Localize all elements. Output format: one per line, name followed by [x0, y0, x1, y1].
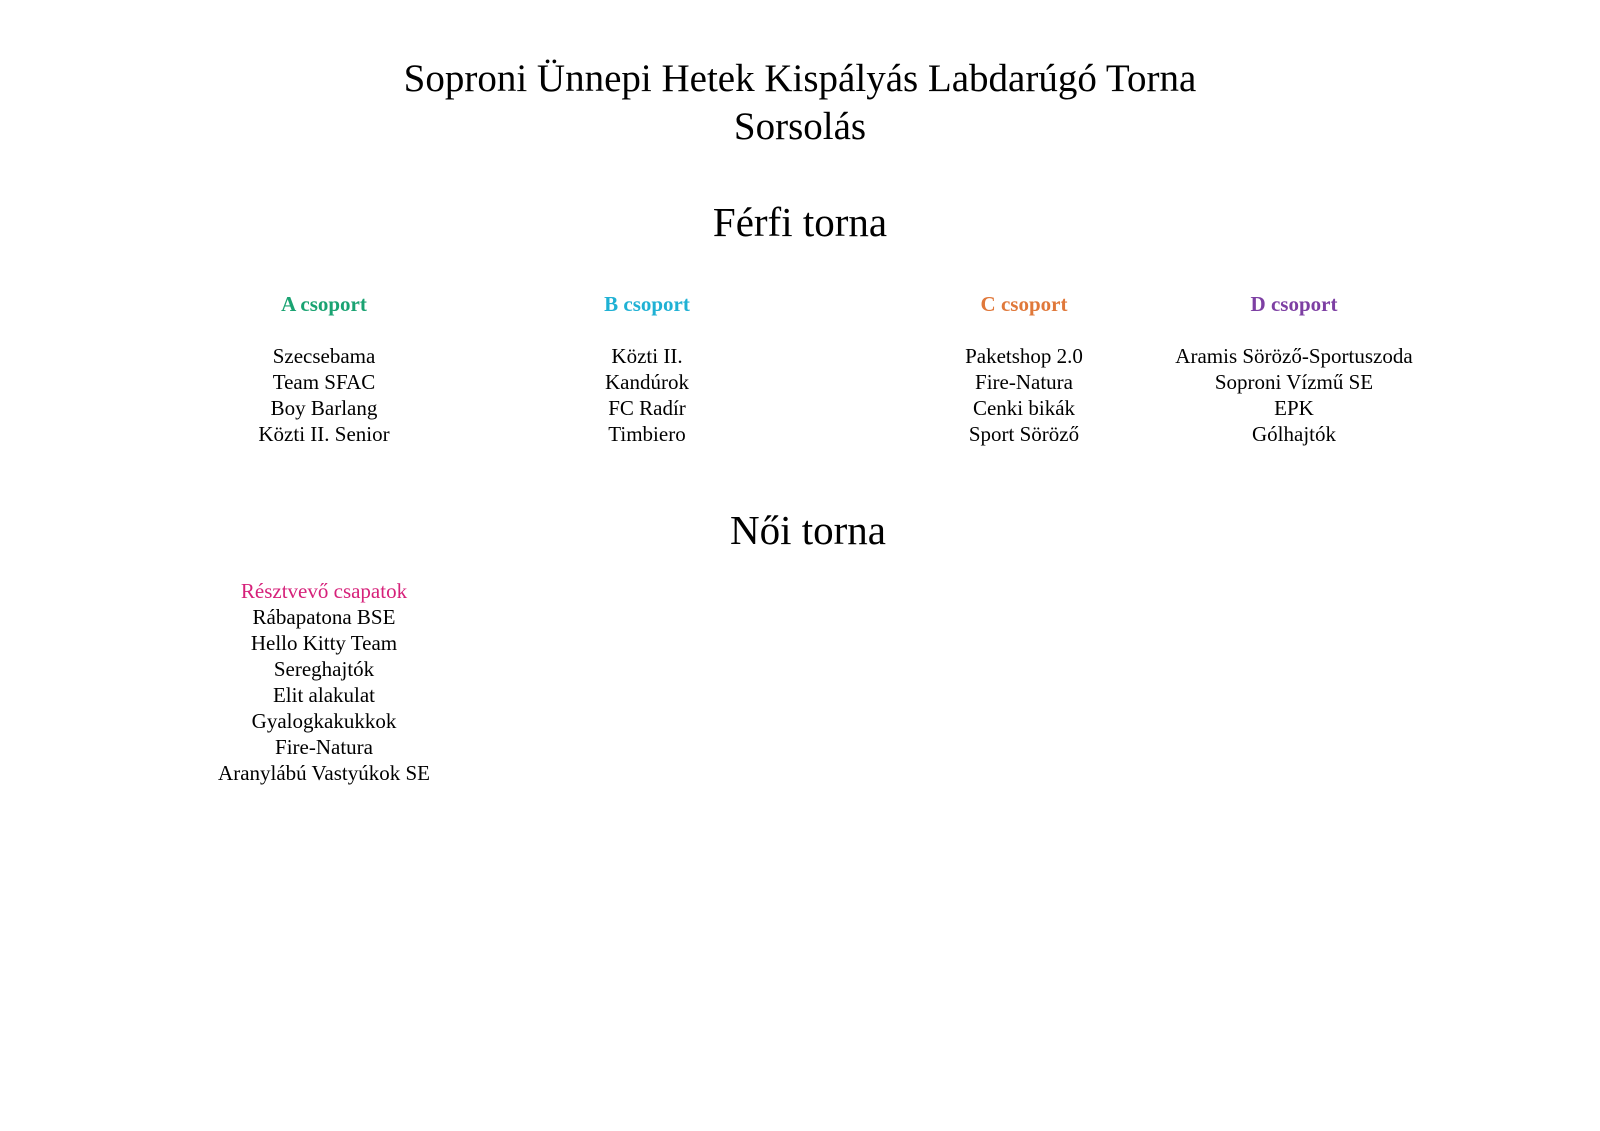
page-title: Soproni Ünnepi Hetek Kispályás Labdarúgó Torna [403, 57, 1197, 100]
team-item: EPK [1274, 396, 1314, 420]
team-item: Gyalogkakukkok [251, 709, 397, 733]
group-d-title: D csoport [1250, 292, 1338, 316]
team-item: Rábapatona BSE [252, 605, 396, 629]
team-item: Szecsebama [272, 344, 376, 368]
group-c-title: C csoport [980, 292, 1068, 316]
team-item: Közti II. Senior [258, 422, 390, 446]
team-item: Cenki bikák [972, 396, 1076, 420]
team-item: Fire-Natura [275, 735, 373, 759]
participating-teams-title: Résztvevő csapatok [240, 579, 408, 603]
team-item: Fire-Natura [975, 370, 1073, 394]
group-c [874, 290, 1174, 447]
womens-tournament-heading: Női torna [730, 507, 886, 553]
team-item: Közti II. [611, 344, 683, 368]
group-a [174, 290, 474, 447]
team-item: Boy Barlang [270, 396, 378, 420]
team-item: Paketshop 2.0 [965, 344, 1083, 368]
team-item: Hello Kitty Team [250, 631, 398, 655]
team-item: Timbiero [608, 422, 686, 446]
team-item: Aranylábú Vastyúkok SE [218, 761, 430, 785]
team-item: Team SFAC [272, 370, 376, 394]
team-item: Elit alakulat [272, 683, 376, 707]
team-item: Gólhajtók [1252, 422, 1336, 446]
team-item: Aramis Söröző-Sportuszoda [1175, 344, 1413, 368]
team-item: Sereghajtók [273, 657, 375, 681]
womens-team-list [174, 578, 474, 786]
group-b [497, 290, 797, 447]
group-b-title: B csoport [604, 292, 690, 316]
mens-tournament-heading: Férfi torna [712, 199, 888, 245]
team-item: Sport Söröző [968, 422, 1080, 446]
page-subtitle: Sorsolás [733, 105, 867, 148]
team-item: FC Radír [608, 396, 686, 420]
group-a-title: A csoport [281, 292, 367, 316]
team-item: Soproni Vízmű SE [1214, 370, 1374, 394]
group-d [1144, 290, 1444, 447]
team-item: Kandúrok [605, 370, 689, 394]
